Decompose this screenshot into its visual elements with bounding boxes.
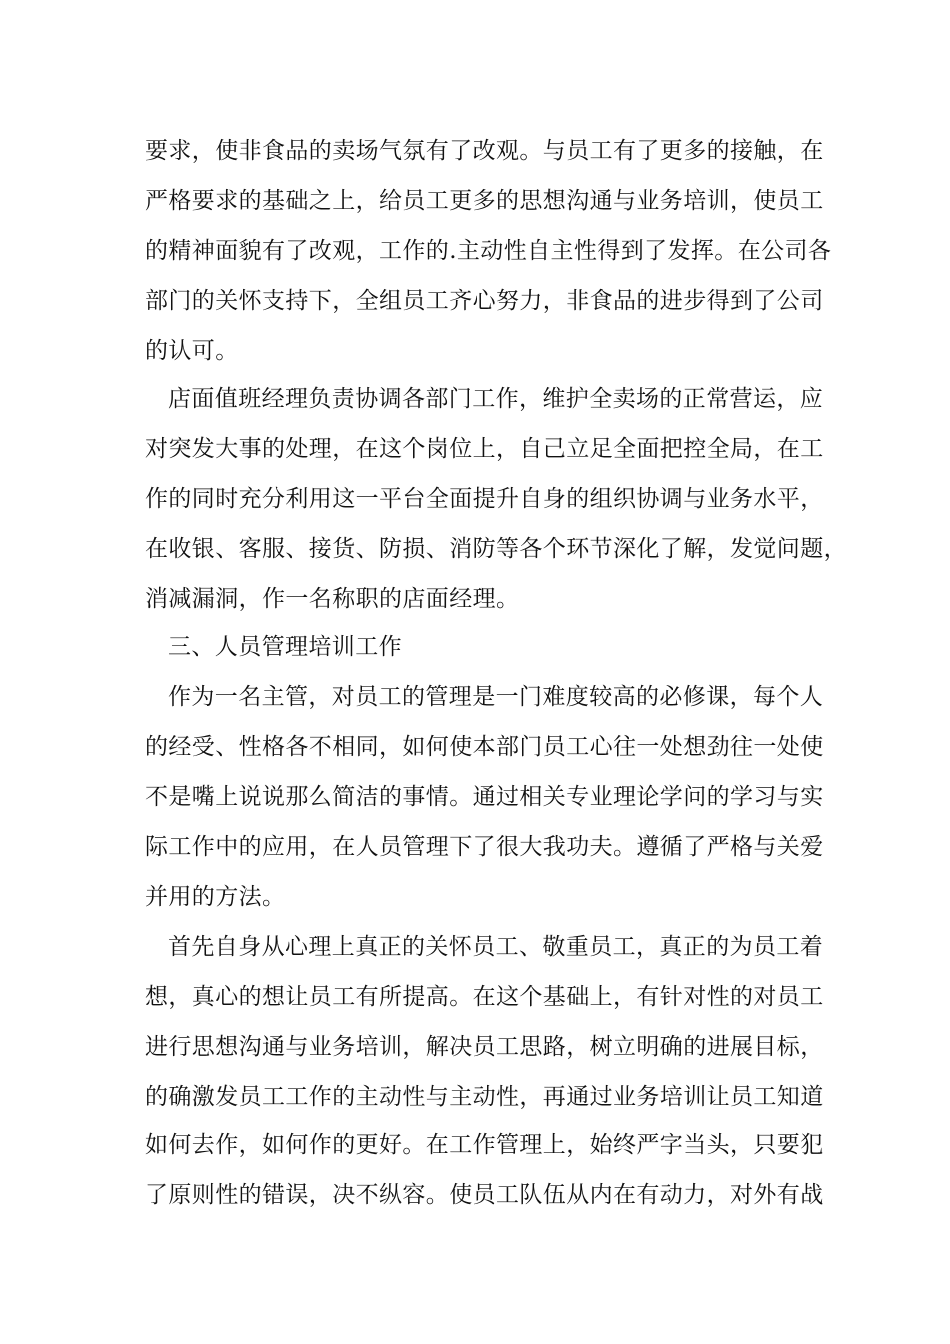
paragraph-line: 作为一名主管，对员工的管理是一门难度较高的必修课，每个人 [168, 684, 824, 710]
paragraph-line: 的认可。 [145, 338, 239, 364]
paragraph-line: 严格要求的基础之上，给员工更多的思想沟通与业务培训，使员工 [145, 188, 824, 214]
paragraph-line: 不是嘴上说说那么简洁的事情。通过相关专业理论学问的学习与实 [145, 784, 824, 810]
paragraph-line: 进行思想沟通与业务培训，解决员工思路，树立明确的进展目标， [145, 1034, 824, 1060]
paragraph-line: 消减漏洞，作一名称职的店面经理。 [145, 586, 520, 612]
paragraph-line: 部门的关怀支持下，全组员工齐心努力，非食品的进步得到了公司 [145, 288, 824, 314]
paragraph-line: 在收银、客服、接货、防损、消防等各个环节深化了解，发觉问题， [145, 536, 847, 562]
paragraph-line: 对突发大事的处理，在这个岗位上，自己立足全面把控全局，在工 [145, 436, 824, 462]
paragraph-line: 店面值班经理负责协调各部门工作，维护全卖场的正常营运，应 [168, 386, 824, 412]
paragraph-line: 的确激发员工工作的主动性与主动性，再通过业务培训让员工知道 [145, 1084, 824, 1110]
paragraph-line: 想，真心的想让员工有所提高。在这个基础上，有针对性的对员工 [145, 984, 824, 1010]
paragraph-line: 的精神面貌有了改观，工作的.主动性自主性得到了发挥。在公司各 [145, 238, 832, 264]
paragraph-line: 了原则性的错误，决不纵容。使员工队伍从内在有动力，对外有战 [145, 1182, 824, 1208]
paragraph-line: 并用的方法。 [145, 884, 286, 910]
paragraph-line: 的经受、性格各不相同，如何使本部门员工心往一处想劲往一处使 [145, 734, 824, 760]
section-heading: 三、人员管理培训工作 [168, 634, 402, 660]
paragraph-line: 作的同时充分利用这一平台全面提升自身的组织协调与业务水平， [145, 486, 824, 512]
paragraph-line: 际工作中的应用，在人员管理下了很大我功夫。遵循了严格与关爱 [145, 834, 824, 860]
paragraph-line: 如何去作，如何作的更好。在工作管理上，始终严字当头，只要犯 [145, 1132, 824, 1158]
paragraph-line: 要求，使非食品的卖场气氛有了改观。与员工有了更多的接触，在 [145, 138, 824, 164]
paragraph-line: 首先自身从心理上真正的关怀员工、敬重员工，真正的为员工着 [168, 934, 824, 960]
